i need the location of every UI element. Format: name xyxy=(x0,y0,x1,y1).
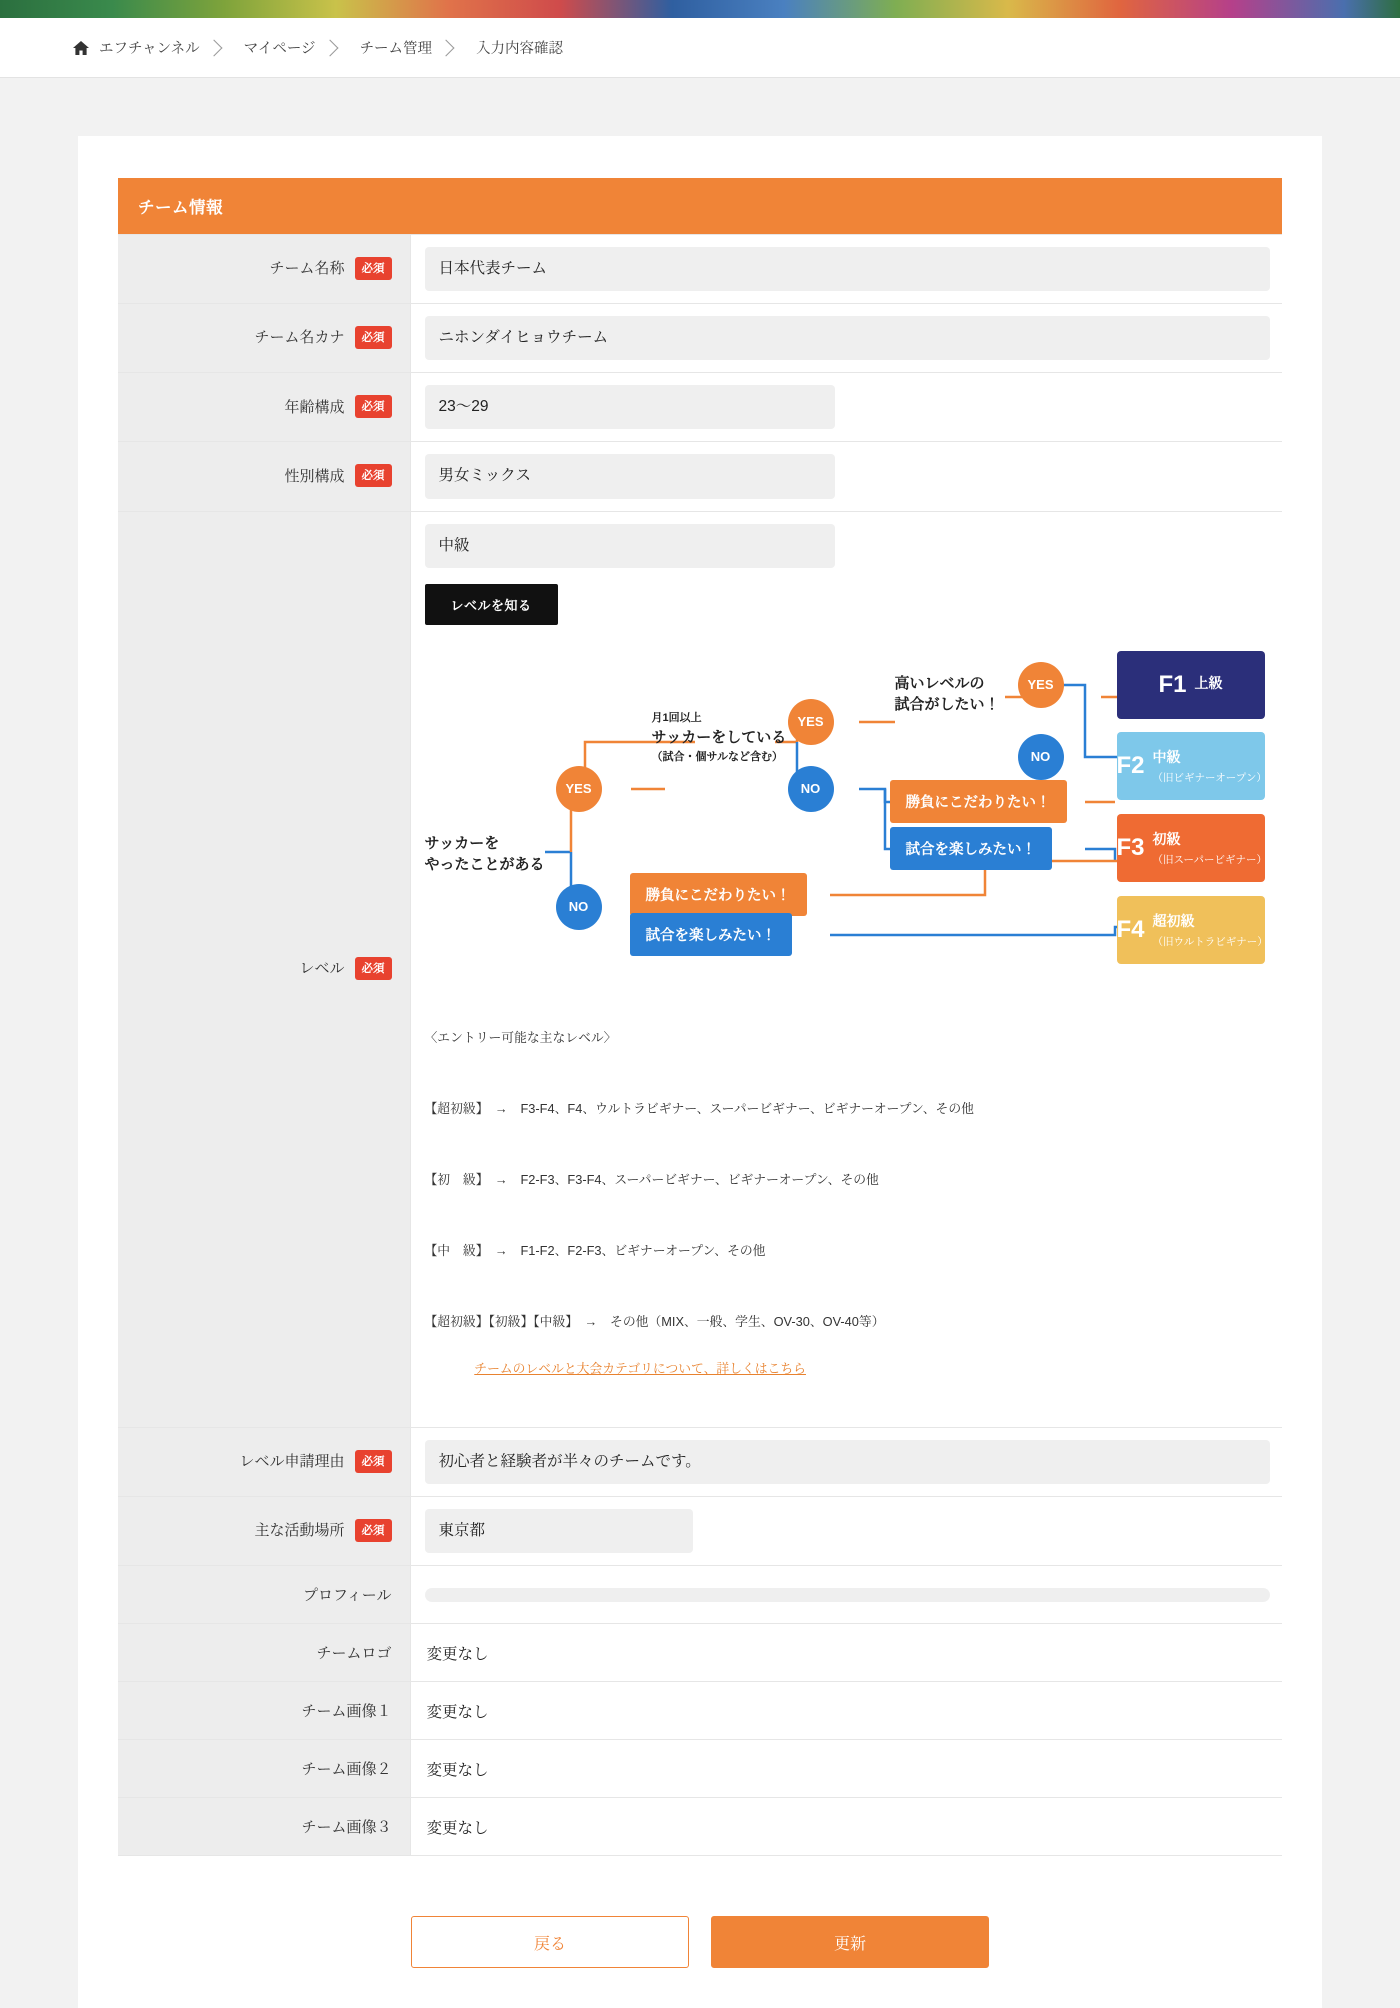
level-box-f3: F3 初級 （旧スーパービギナー） xyxy=(1117,814,1265,882)
breadcrumb-item-confirm xyxy=(476,37,563,58)
breadcrumb xyxy=(0,18,1400,78)
flow-yes-1: YES xyxy=(556,766,602,812)
label-area xyxy=(118,1496,410,1565)
table-row-level xyxy=(118,511,1282,1427)
label-text: チーム名称 xyxy=(269,260,345,278)
flow-no-3: NO xyxy=(1018,734,1064,780)
label-image1 xyxy=(118,1682,410,1740)
required-badge: 必須 xyxy=(355,1519,392,1542)
table-row-level-reason xyxy=(118,1427,1282,1496)
required-badge: 必須 xyxy=(355,957,392,980)
required-badge: 必須 xyxy=(355,326,392,349)
breadcrumb-label: チーム管理 xyxy=(359,41,433,57)
level-diagram-block xyxy=(425,568,1271,1415)
label-text: チーム画像２ xyxy=(301,1761,392,1779)
table-row-team-kana xyxy=(118,304,1282,373)
flow-question-2: 月1回以上 サッカーをしている （試合・個サルなど含む） xyxy=(651,711,787,764)
logo-value: 変更なし xyxy=(426,1645,489,1663)
profile-value xyxy=(425,1588,1271,1602)
team-kana-value: ニホンダイヒョウチーム xyxy=(425,316,1271,360)
legend-title: 〈エントリー可能な主なレベル〉 xyxy=(424,1030,617,1046)
submit-button[interactable]: 更新 xyxy=(711,1916,989,1968)
level-category-link[interactable]: チームのレベルと大会カテゴリについて、詳しくはこちら xyxy=(474,1361,806,1377)
required-badge: 必須 xyxy=(355,1450,392,1473)
label-text: チーム画像１ xyxy=(301,1703,392,1721)
pill-enjoy-lower: 試合を楽しみたい！ xyxy=(630,913,793,956)
flow-yes-2: YES xyxy=(788,699,834,745)
table-row-image3 xyxy=(118,1798,1282,1856)
required-badge: 必須 xyxy=(355,257,392,280)
label-image2 xyxy=(118,1740,410,1798)
pill-compete-lower: 勝負にこだわりたい！ xyxy=(630,873,807,916)
label-text: レベル xyxy=(299,960,345,978)
label-image3 xyxy=(118,1798,410,1856)
flow-no-1: NO xyxy=(556,884,602,930)
flow-no-2: NO xyxy=(788,766,834,812)
level-box-f4: F4 超初級 （旧ウルトラビギナー） xyxy=(1117,896,1265,964)
back-button[interactable]: 戻る xyxy=(411,1916,689,1968)
level-value: 中級 xyxy=(425,524,835,568)
team-info-table xyxy=(118,234,1282,1856)
home-icon xyxy=(72,40,90,56)
level-box-f1: F1 上級 xyxy=(1117,651,1265,719)
breadcrumb-item-home[interactable] xyxy=(72,37,226,58)
label-text: チームロゴ xyxy=(316,1645,392,1663)
table-row-area xyxy=(118,1496,1282,1565)
pill-enjoy-upper: 試合を楽しみたい！ xyxy=(890,827,1053,870)
table-row-profile xyxy=(118,1566,1282,1624)
image3-value: 変更なし xyxy=(426,1819,489,1837)
required-badge: 必須 xyxy=(355,464,392,487)
breadcrumb-item-team-management[interactable] xyxy=(360,37,459,58)
legend-line-3: 【中 級】 → F1-F2、F2-F3、ビギナーオープン、その他 xyxy=(424,1243,766,1259)
breadcrumb-label: 入力内容確認 xyxy=(476,41,564,57)
level-flow-diagram xyxy=(424,637,1268,967)
flow-start-text: サッカーを やったことがある xyxy=(424,834,545,874)
table-row-age xyxy=(118,373,1282,442)
level-reason-value: 初心者と経験者が半々のチームです。 xyxy=(425,1440,1271,1484)
label-team-name xyxy=(118,235,410,304)
header-banner-image xyxy=(0,0,1400,18)
table-row-logo xyxy=(118,1624,1282,1682)
breadcrumb-item-mypage[interactable] xyxy=(244,37,342,58)
image1-value: 変更なし xyxy=(426,1703,489,1721)
label-level xyxy=(118,511,410,1427)
label-text: チーム名カナ xyxy=(254,329,345,347)
label-profile xyxy=(118,1566,410,1624)
legend-line-2: 【初 級】 → F2-F3、F3-F4、スーパービギナー、ビギナーオープン、その他 xyxy=(424,1172,879,1188)
section-title: チーム情報 xyxy=(118,178,1282,234)
level-box-f2: F2 中級 （旧ビギナーオープン） xyxy=(1117,732,1265,800)
image2-value: 変更なし xyxy=(426,1761,489,1779)
legend-line-4: 【超初級】【初級】【中級】 → その他（MIX、一般、学生、OV-30、OV-40等） xyxy=(424,1314,885,1330)
table-row-team-name xyxy=(118,235,1282,304)
label-gender xyxy=(118,442,410,511)
legend-line-1: 【超初級】 → F3-F4、F4、ウルトラビギナー、スーパービギナー、ビギナーオープン、その他 xyxy=(424,1101,974,1117)
flow-question-3: 高いレベルの 試合がしたい！ xyxy=(894,674,1000,714)
age-value: 23〜29 xyxy=(425,385,835,429)
table-row-gender xyxy=(118,442,1282,511)
label-text: 年齢構成 xyxy=(284,398,345,416)
team-name-value: 日本代表チーム xyxy=(425,247,1271,291)
flow-yes-3: YES xyxy=(1018,662,1064,708)
breadcrumb-label: マイページ xyxy=(243,41,316,57)
table-row-image2 xyxy=(118,1740,1282,1798)
form-actions xyxy=(118,1856,1282,2008)
breadcrumb-label: エフチャンネル xyxy=(99,41,200,57)
label-text: 主な活動場所 xyxy=(254,1522,345,1540)
pill-compete-upper: 勝負にこだわりたい！ xyxy=(890,780,1067,823)
know-level-button[interactable]: レベルを知る xyxy=(425,584,558,625)
label-age xyxy=(118,373,410,442)
table-row-image1 xyxy=(118,1682,1282,1740)
level-legend xyxy=(425,979,1271,1405)
label-text: チーム画像３ xyxy=(301,1819,392,1837)
label-level-reason xyxy=(118,1427,410,1496)
required-badge: 必須 xyxy=(355,395,392,418)
label-logo xyxy=(118,1624,410,1682)
label-text: プロフィール xyxy=(302,1587,392,1605)
label-team-kana xyxy=(118,304,410,373)
label-text: レベル申請理由 xyxy=(239,1453,345,1471)
gender-value: 男女ミックス xyxy=(425,454,835,498)
team-info-card xyxy=(78,136,1322,2008)
area-value: 東京都 xyxy=(425,1509,693,1553)
label-text: 性別構成 xyxy=(284,467,345,485)
